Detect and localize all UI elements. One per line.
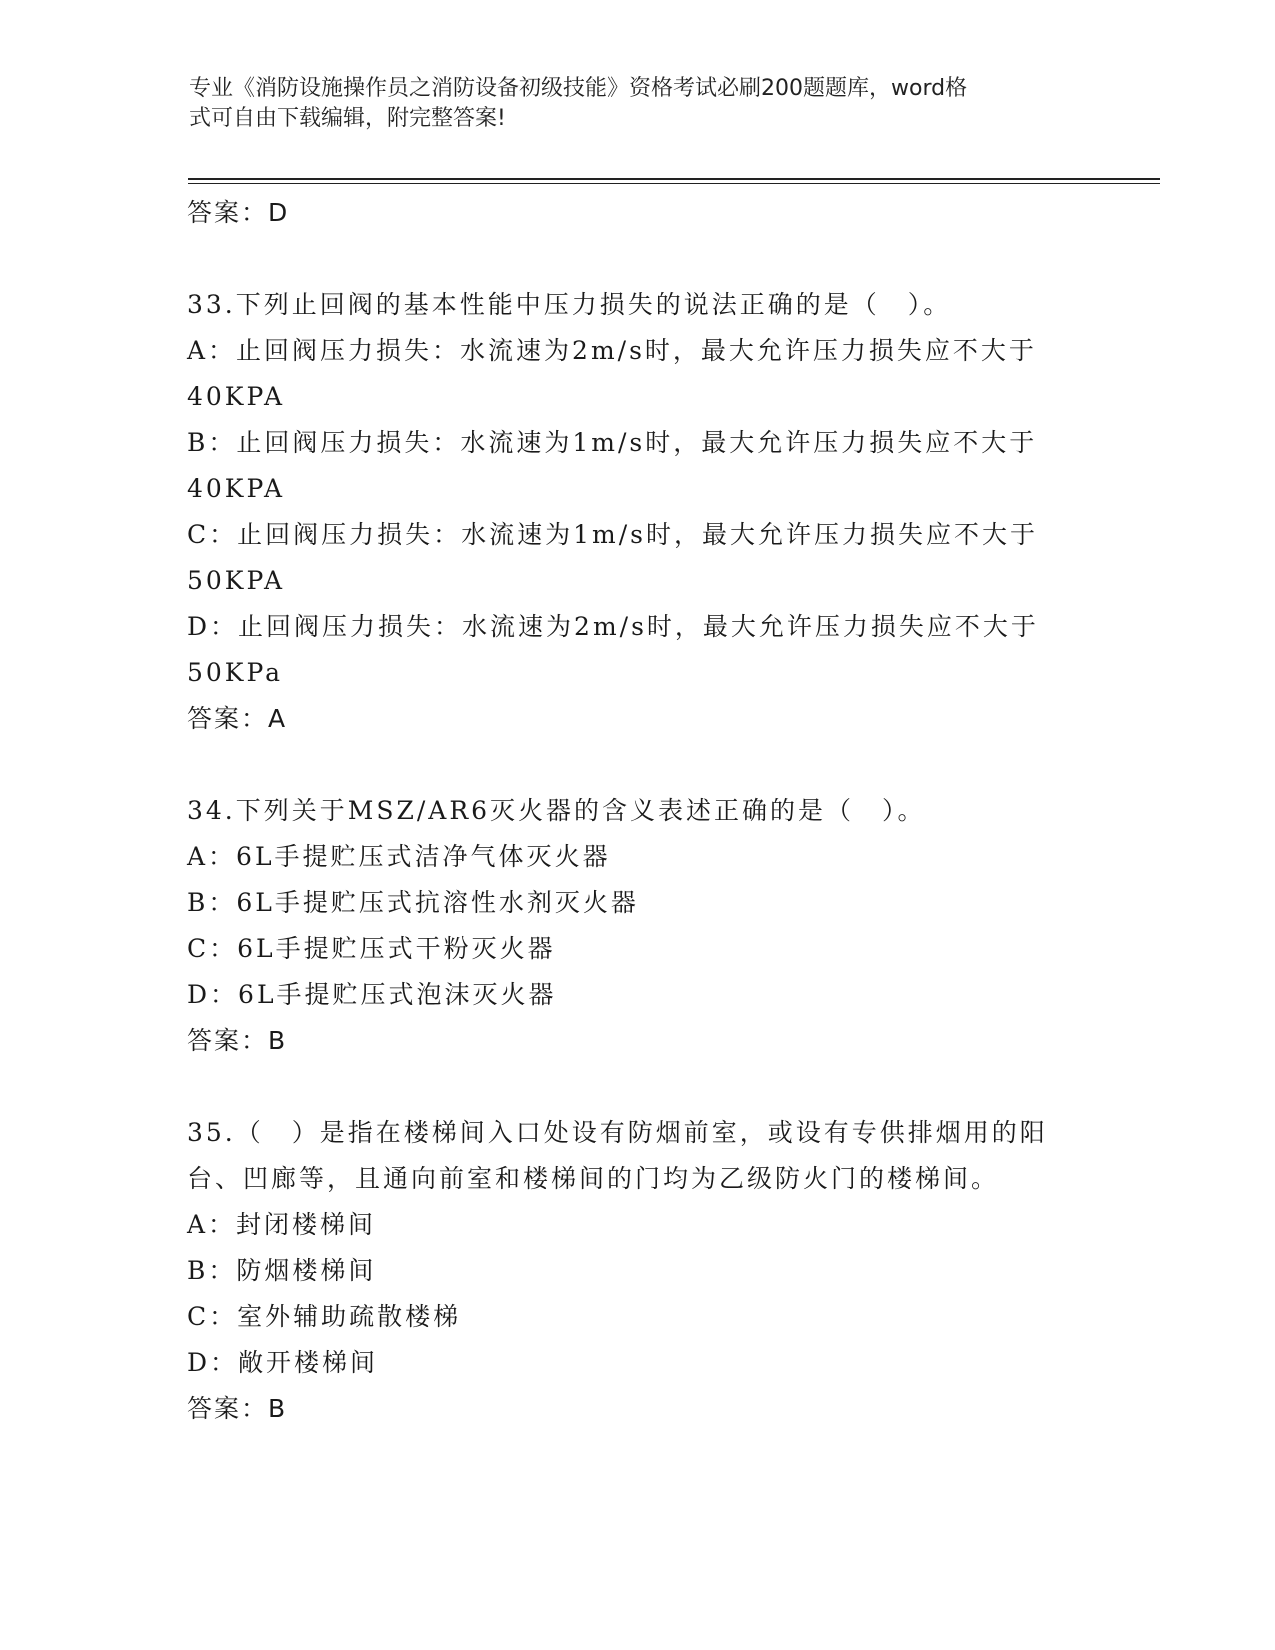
option-a: A：止回阀压力损失：水流速为2m/s时，最大允许压力损失应不大于 — [187, 336, 1037, 365]
option-c: C：止回阀压力损失：水流速为1m/s时，最大允许压力损失应不大于 — [187, 520, 1038, 549]
option-a: A：6L手提贮压式洁净气体灭火器 — [187, 842, 611, 871]
question-35 — [187, 1110, 1087, 1432]
header-line-2: 式可自由下载编辑，附完整答案! — [189, 106, 506, 131]
previous-answer: 答案：D — [187, 198, 290, 227]
document-header — [189, 74, 1089, 134]
header-line-1: 专业《消防设施操作员之消防设备初级技能》资格考试必刷200题题库，word格 — [189, 76, 968, 101]
question-stem: 35.（ ）是指在楼梯间入口处设有防烟前室，或设有专供排烟用的阳 — [187, 1118, 1048, 1147]
option-b: B：6L手提贮压式抗溶性水剂灭火器 — [187, 888, 639, 917]
option-a-cont: 40KPA — [187, 382, 286, 411]
option-d: D：6L手提贮压式泡沫灭火器 — [187, 980, 557, 1009]
header-rule-thick — [188, 178, 1160, 180]
option-b: B：防烟楼梯间 — [187, 1256, 377, 1285]
option-c: C：室外辅助疏散楼梯 — [187, 1302, 462, 1331]
option-a: A：封闭楼梯间 — [187, 1210, 377, 1239]
question-stem: 34.下列关于MSZ/AR6灭火器的含义表述正确的是（ ）。 — [187, 796, 926, 825]
question-stem: 33.下列止回阀的基本性能中压力损失的说法正确的是（ ）。 — [187, 290, 952, 319]
option-b-cont: 40KPA — [187, 474, 286, 503]
question-answer: 答案：A — [187, 704, 288, 733]
question-answer: 答案：B — [187, 1394, 288, 1423]
question-34 — [187, 788, 1087, 1064]
header-rule-thin — [188, 183, 1160, 184]
option-d-cont: 50KPa — [187, 658, 284, 687]
option-c: C：6L手提贮压式干粉灭火器 — [187, 934, 556, 963]
question-stem-cont: 台、凹廊等，且通向前室和楼梯间的门均为乙级防火门的楼梯间。 — [187, 1164, 1000, 1193]
option-d: D：敞开楼梯间 — [187, 1348, 379, 1377]
question-33 — [187, 282, 1087, 742]
option-d: D：止回阀压力损失：水流速为2m/s时，最大允许压力损失应不大于 — [187, 612, 1039, 641]
document-body — [187, 190, 1087, 1432]
option-b: B：止回阀压力损失：水流速为1m/s时，最大允许压力损失应不大于 — [187, 428, 1038, 457]
option-c-cont: 50KPA — [187, 566, 286, 595]
question-answer: 答案：B — [187, 1026, 288, 1055]
